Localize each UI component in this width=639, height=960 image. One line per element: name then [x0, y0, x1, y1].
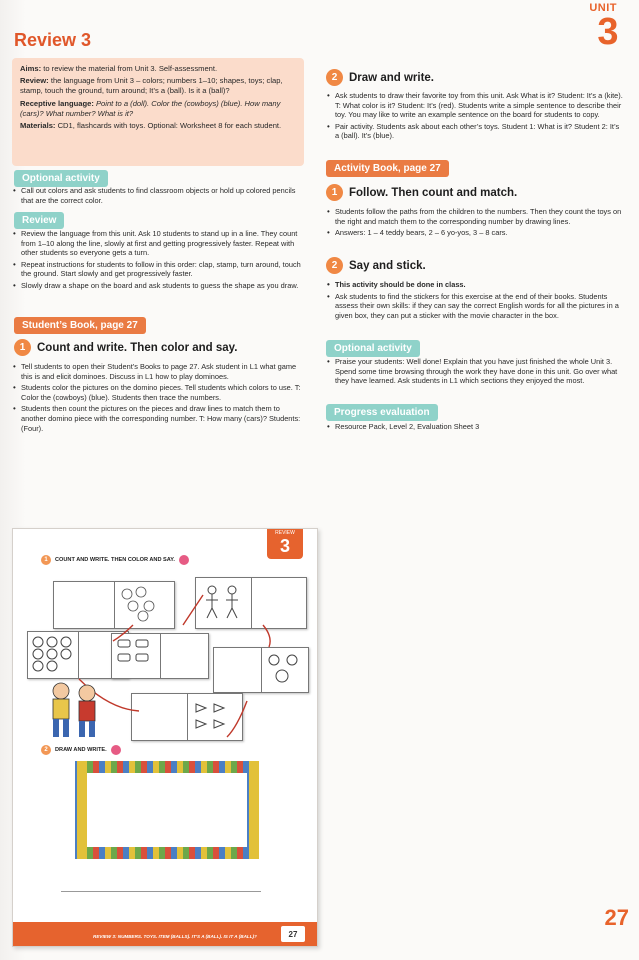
list-item: • Tell students to open their Student’s Books to page 27. Ask student in L1 what game this is and elicit dominoes. Discuss in L1 how to play dominoes.: [12, 362, 304, 381]
progress-evaluation-header: Progress evaluation: [326, 404, 438, 421]
list-item: • Students then count the pictures on the pieces and draw lines to match them to another domino piece with the corresponding number. T: How many (cars)? Students: (Four).: [12, 404, 304, 433]
step1-heading: [14, 339, 237, 356]
optional-activity-header-right: Optional activity: [326, 340, 420, 357]
thumb-footer-text: REVIEW 3: NUMBERS. TOYS. ITEM (BALLS). IT’S A (BALL). IS IT A (BALL)?: [93, 934, 257, 939]
list-item: • Students color the pictures on the domino pieces. Tell students which colors to use. T: Color the (cowboys) (blue). Students then trace the numbers.: [12, 383, 304, 402]
list-item: • Review the language from this unit. Ask 10 students to stand up in a line. They count from 1–10 along the line, slowly at first and getting progressively faster. Repeat with other students so everyone gets a turn.: [12, 229, 304, 258]
writing-line: [61, 891, 261, 892]
crayon-icon: [111, 745, 121, 755]
students-book-header: Student’s Book, page 27: [14, 317, 146, 334]
review-label: Review:: [20, 76, 49, 86]
list-item: • Answers: 1 – 4 teddy bears, 2 – 6 yo-yos, 3 – 8 cars.: [326, 228, 624, 238]
list-item: • This activity should be done in class.: [326, 280, 624, 290]
ab-step1-list: [326, 207, 624, 240]
optional-activity-list-right: [326, 357, 624, 388]
thumb-step1-text: COUNT AND WRITE. THEN COLOR AND SAY.: [55, 557, 175, 563]
drawing-area: [87, 773, 247, 847]
list-item: • Resource Pack, Level 2, Evaluation Sheet 3: [326, 422, 624, 432]
progress-evaluation-list: [326, 422, 624, 434]
step2-list: [326, 91, 624, 143]
aims-label: Aims:: [20, 64, 42, 73]
list-item: • Call out colors and ask students to find classroom objects or hold up colored pencils that are the correct color.: [12, 186, 304, 205]
ab-step2-heading: [326, 257, 426, 274]
review-text: the language from Unit 3 – colors; numbers 1–10; shapes, toys; clap, stamp, touch the ground, turn around; It’s a (ball). Is it a (ball)?: [20, 76, 283, 96]
ab-step1-heading: [326, 184, 517, 201]
review-header: Review: [14, 212, 64, 229]
thumb-step2-number: 2: [41, 745, 51, 755]
aims-box: [12, 58, 304, 166]
ab-step2-list: [326, 280, 624, 322]
step1-title: Count and write. Then color and say.: [37, 341, 238, 354]
review-list: [12, 229, 304, 293]
list-item: • Pair activity. Students ask about each other’s toys. Student 1: What is it? Student 2: It’s a (ball). It’s (blue).: [326, 122, 624, 141]
materials-label: Materials:: [20, 121, 56, 131]
receptive-text: Point to a (doll). Color the (cowboys) (blue). How many (cars)? What number? What is it?: [20, 98, 281, 118]
list-item: • Ask students to draw their favorite toy from this unit. Ask What is it? Student: It’s a (kite). T: What color is it? Student: It’s (red). Students write a simple sentence to describe their toy. You may like to write an example sentence on the board for students to copy.: [326, 91, 624, 120]
step2-title: Draw and write.: [349, 71, 434, 84]
ab-step1-number: 1: [326, 184, 343, 201]
unit-label: UNIT: [589, 2, 617, 14]
step2-heading: [326, 69, 434, 86]
list-item: • Ask students to find the stickers for this exercise at the end of their books. Students assess their own skills: if they can say the correct English words for all the pictures in a given box, they can put a sticker with the movie character in the box.: [326, 292, 624, 321]
aims-text: to review the material from Unit 3. Self-assessment.: [43, 64, 218, 73]
page-title: Review 3: [14, 30, 92, 50]
thumb-page-number: 27: [281, 926, 305, 942]
drawing-frame: [75, 761, 259, 859]
ab-step2-number: 2: [326, 257, 343, 274]
thumb-step1-number: 1: [41, 555, 51, 565]
step2-number: 2: [326, 69, 343, 86]
toy-characters-illustration: [43, 679, 113, 741]
step1-number: 1: [14, 339, 31, 356]
students-book-thumbnail: [12, 528, 318, 947]
list-item: • Slowly draw a shape on the board and ask students to guess the shape as you draw.: [12, 281, 304, 291]
ab-step1-title: Follow. Then count and match.: [349, 186, 518, 199]
optional-activity-header: Optional activity: [14, 170, 108, 187]
page-number: 27: [604, 905, 629, 930]
materials-text: CD1, flashcards with toys. Optional: Worksheet 8 for each student.: [57, 121, 282, 131]
optional-activity-list: [12, 186, 304, 207]
unit-number: 3: [597, 11, 619, 53]
thumb-step2: [41, 745, 121, 755]
thumb-step2-text: DRAW AND WRITE.: [55, 747, 107, 753]
step1-list: [12, 362, 304, 435]
activity-book-header: Activity Book, page 27: [326, 160, 449, 177]
list-item: • Students follow the paths from the children to the numbers. Then they count the toys on the right and match them to the corresponding number by drawing lines.: [326, 207, 624, 226]
list-item: • Praise your students: Well done! Explain that you have just finished the whole Unit 3. Spend some time browsing through the work they have done in this unit. Go over what they have learned. Ask students in L1 which sections they enjoyed the most.: [326, 357, 624, 386]
list-item: • Repeat instructions for students to follow in this order: clap, stamp, turn around, touch the ground. Start slowly and get progressively faster.: [12, 260, 304, 279]
ab-step2-title: Say and stick.: [349, 259, 426, 272]
badge-number: 3: [279, 536, 290, 556]
receptive-label: Receptive language:: [20, 98, 94, 108]
badge-label: REVIEW: [275, 530, 295, 536]
